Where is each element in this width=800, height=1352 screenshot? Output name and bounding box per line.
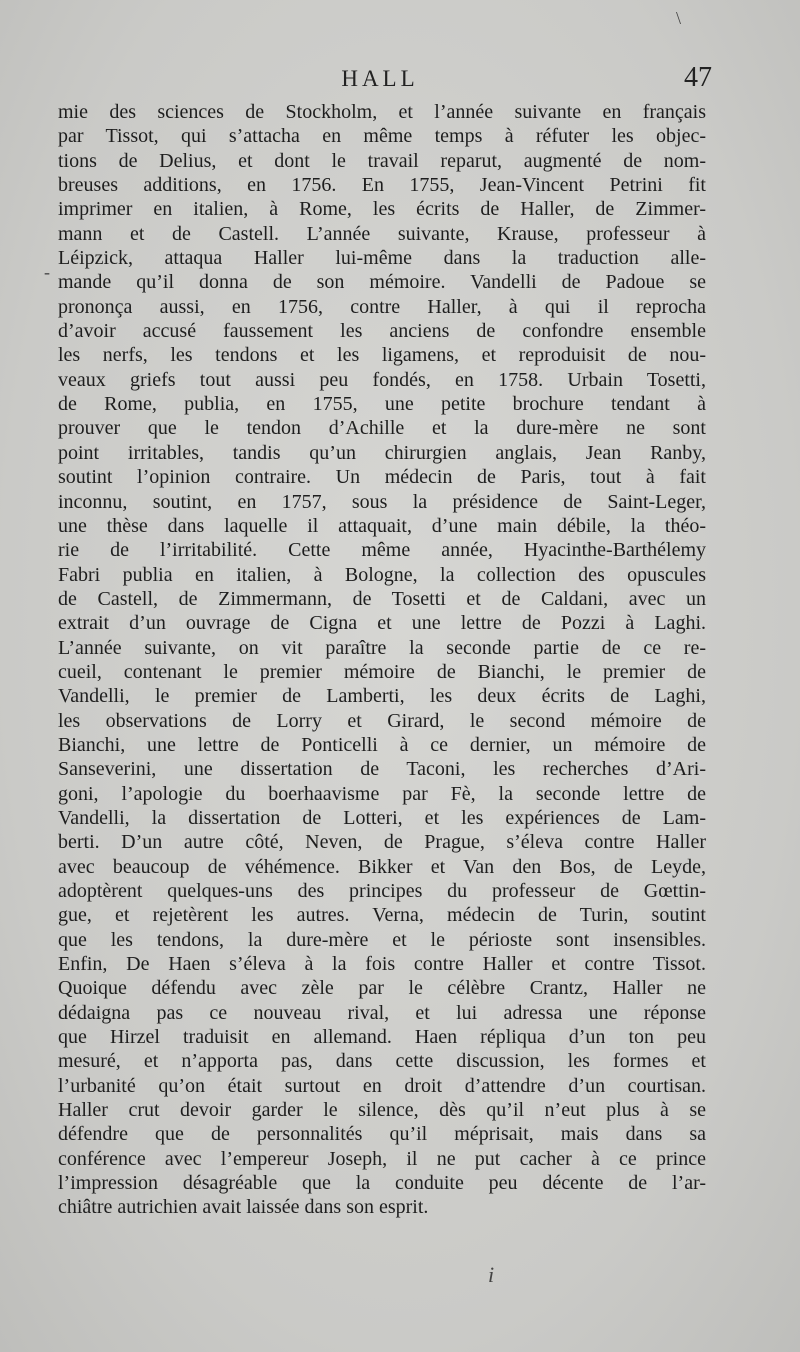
text-line: veaux griefs tout aussi peu fondés, en 1758. Urbain Tosetti, — [58, 368, 706, 391]
text-line: que les tendons, la dure-mère et le périoste sont insensibles. — [58, 928, 706, 951]
text-line: gue, et rejetèrent les autres. Verna, médecin de Turin, soutint — [58, 904, 706, 927]
text-line: les nerfs, les tendons et les ligamens, et reproduisit de nou- — [58, 344, 706, 367]
text-line: prouver que le tendon d’Achille et la dure-mère ne sont — [58, 417, 706, 440]
running-head — [52, 62, 712, 98]
text-line: conférence avec l’empereur Joseph, il ne put cacher à ce prince — [58, 1147, 706, 1170]
text-line: l’urbanité qu’on était surtout en droit d’attendre d’un courtisan. — [58, 1074, 706, 1097]
text-line: point irritables, tandis qu’un chirurgien anglais, Jean Ranby, — [58, 441, 706, 464]
text-line: mande qu’il donna de son mémoire. Vandelli de Padoue se — [58, 271, 706, 294]
ink-mark-bottom: i — [488, 1262, 495, 1287]
text-line: extrait d’un ouvrage de Cigna et une lettre de Pozzi à Laghi. — [58, 612, 706, 635]
text-line: d’avoir accusé faussement les anciens de confondre ensemble — [58, 320, 706, 343]
text-line: Vandelli, la dissertation de Lotteri, et les expériences de Lam- — [58, 806, 706, 829]
text-line: inconnu, soutint, en 1757, sous la présidence de Saint-Leger, — [58, 490, 706, 513]
text-line: breuses additions, en 1756. En 1755, Jean-Vincent Petrini fit — [58, 174, 706, 197]
text-line: berti. D’un autre côté, Neven, de Prague, s’éleva contre Haller — [58, 831, 706, 854]
text-line: défendre que de personnalités qu’il méprisait, mais dans sa — [58, 1123, 706, 1146]
text-line: goni, l’apologie du boerhaavisme par Fè, la seconde lettre de — [58, 782, 706, 805]
text-line: Bianchi, une lettre de Ponticelli à ce dernier, un mémoire de — [58, 733, 706, 756]
text-line: cueil, contenant le premier mémoire de Bianchi, le premier de — [58, 660, 706, 683]
text-line: Sanseverini, une dissertation de Taconi, les recherches d’Ari- — [58, 758, 706, 781]
text-line: une thèse dans laquelle il attaquait, d’une main débile, la théo- — [58, 514, 706, 537]
text-line: de Rome, publia, en 1755, une petite brochure tendant à — [58, 393, 706, 416]
text-line: mie des sciences de Stockholm, et l’année suivante en français — [58, 101, 706, 123]
text-line: Enfin, De Haen s’éleva à la fois contre Haller et contre Tissot. — [58, 953, 706, 976]
ink-mark-top: \ — [676, 8, 682, 28]
text-line: chiâtre autrichien avait laissée dans son esprit. — [58, 1196, 429, 1219]
body-text — [58, 100, 706, 1220]
page-number: 47 — [684, 62, 712, 93]
text-line: Vandelli, le premier de Lamberti, les deux écrits de Laghi, — [58, 685, 706, 708]
text-line: les observations de Lorry et Girard, le second mémoire de — [58, 709, 706, 732]
text-line: adoptèrent quelques-uns des principes du professeur de Gœttin- — [58, 880, 706, 902]
text-line: mann et de Castell. L’année suivante, Krause, professeur à — [58, 222, 706, 245]
text-line: avec beaucoup de véhémence. Bikker et Van den Bos, de Leyde, — [58, 855, 706, 878]
text-line: l’impression désagréable que la conduite peu décente de l’ar- — [58, 1172, 706, 1195]
text-line: Léipzick, attaqua Haller lui-même dans la traduction alle- — [58, 247, 706, 270]
text-line: prononça aussi, en 1756, contre Haller, à qui il reprocha — [58, 295, 706, 318]
text-line: soutint l’opinion contraire. Un médecin de Paris, tout à fait — [58, 466, 706, 489]
text-line: par Tissot, qui s’attacha en même temps à réfuter les objec- — [58, 125, 706, 148]
text-line: Fabri publia en italien, à Bologne, la collection des opuscules — [58, 563, 706, 586]
text-line: tions de Delius, et dont le travail reparut, augmenté de nom- — [58, 149, 706, 172]
running-title: HALL — [341, 66, 419, 91]
text-line: imprimer en italien, à Rome, les écrits de Haller, de Zimmer- — [58, 198, 706, 221]
text-line: Quoique défendu avec zèle par le célèbre Crantz, Haller ne — [58, 977, 706, 1000]
ink-mark-left: - — [44, 262, 50, 282]
text-line: Haller crut devoir garder le silence, dès qu’il n’eut plus à se — [58, 1099, 706, 1122]
text-line: rie de l’irritabilité. Cette même année, Hyacinthe-Barthélemy — [58, 539, 706, 562]
text-line: mesuré, et n’apporta pas, dans cette discussion, les formes et — [58, 1050, 706, 1073]
text-line: que Hirzel traduisit en allemand. Haen répliqua d’un ton peu — [58, 1026, 706, 1049]
text-line: de Castell, de Zimmermann, de Tosetti et de Caldani, avec un — [58, 587, 706, 610]
text-line: L’année suivante, on vit paraître la seconde partie de ce re- — [58, 636, 706, 659]
text-line: dédaigna pas ce nouveau rival, et lui adressa une réponse — [58, 1001, 706, 1024]
